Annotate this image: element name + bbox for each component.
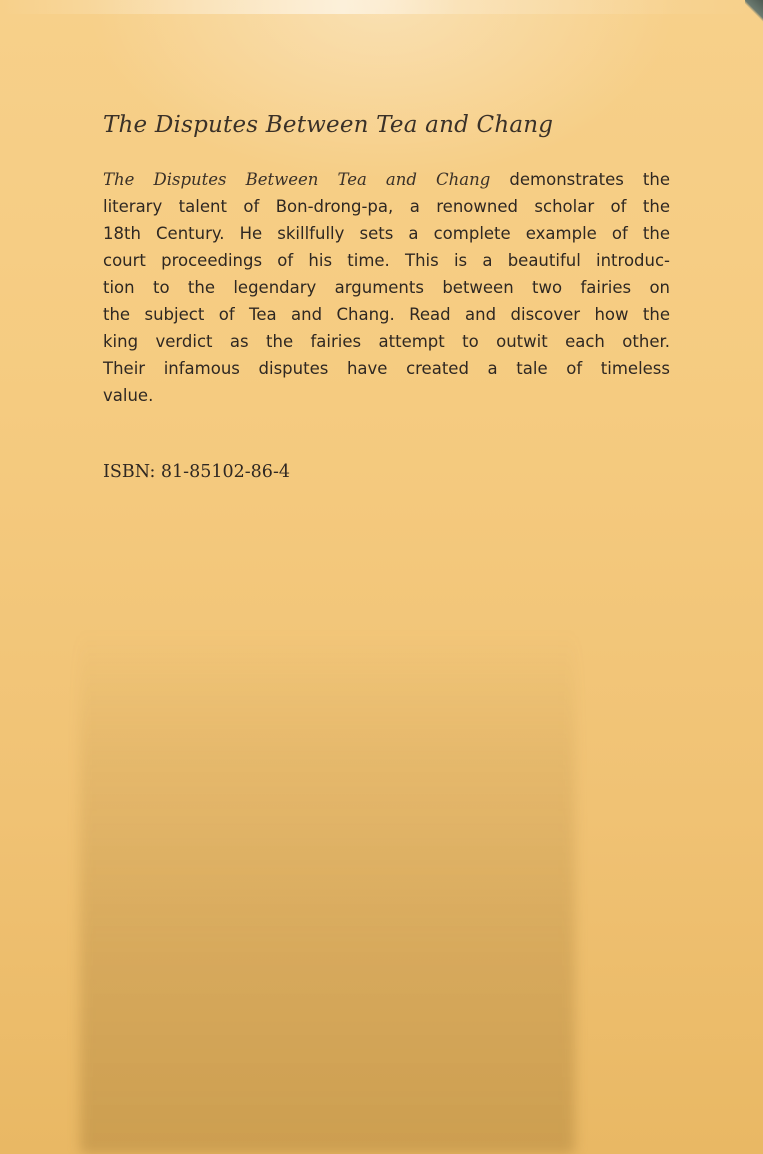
blurb-line: tion to the legendary arguments between two fairies on (103, 278, 670, 297)
blurb-line: the subject of Tea and Chang. Read and discover how the (103, 305, 670, 324)
blurb-line (103, 166, 670, 193)
page-shadow (80, 630, 575, 1154)
blurb-line: literary talent of Bon-drong-pa, a renowned scholar of the (103, 197, 670, 216)
blurb-line: Their infamous disputes have created a tale of timeless (103, 359, 670, 378)
blurb-line: king verdict as the fairies attempt to outwit each other. (103, 332, 670, 351)
book-title: The Disputes Between Tea and Chang (103, 112, 554, 138)
blurb-text: demonstrates the (490, 170, 671, 189)
paper-edge-highlight (0, 0, 763, 14)
blurb-line: court proceedings of his time. This is a beautiful introduc- (103, 251, 670, 270)
corner-fold (745, 0, 763, 22)
book-blurb (103, 166, 670, 409)
blurb-line: value. (103, 386, 154, 405)
isbn-number: ISBN: 81-85102-86-4 (103, 462, 290, 482)
blurb-line: 18th Century. He skillfully sets a complete example of the (103, 224, 670, 243)
blurb-title-reference: The Disputes Between Tea and Chang (103, 170, 491, 189)
